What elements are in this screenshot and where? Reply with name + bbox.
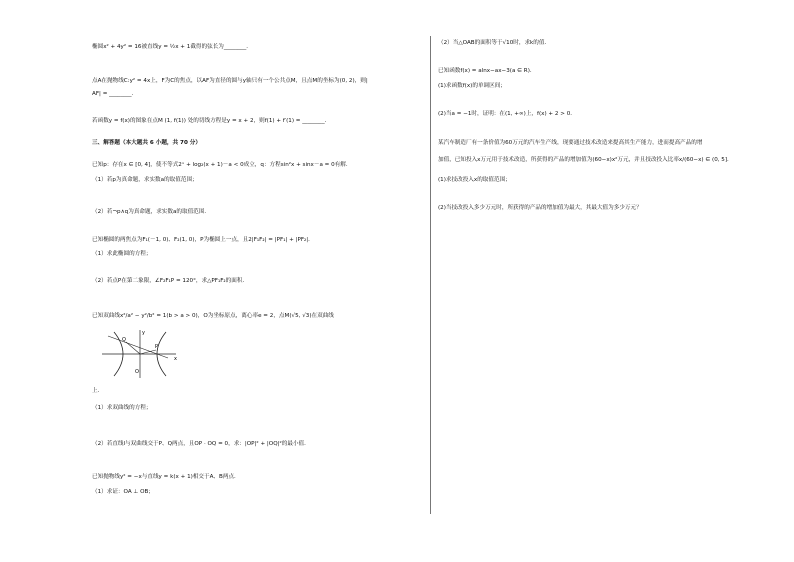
question-19-stem: 已知双曲线x²/a² − y²/b² = 1(b > a > 0)，O为坐标原点，离心率e = 2，点M(√5, √3)在双曲线 <box>92 313 334 319</box>
question-ellipse-chord: 椭圆x² + 4y² = 16被直线y = ½x + 1截得的弦长为________． <box>92 44 252 50</box>
label-o: O <box>135 369 139 375</box>
question-18-stem: 已知椭圆的两焦点为F₁(－1, 0)、F₂(1, 0)，P为椭圆上一点，且2|F₁F₂| = |PF₁| + |PF₂|． <box>92 237 314 243</box>
question-19-part2: （2）若直线l与双曲线交于P、Q两点，且OP · OQ = 0，求：|OP|² + |OQ|²的最小值． <box>92 441 310 447</box>
question-22-part2: (2)当技改投入多少万元时，所获得的产品的增加值为最大，其最大值为多少万元？ <box>438 205 642 211</box>
question-18-part1: （1）求此椭圆的方程； <box>92 251 152 257</box>
question-21-part2: (2)当a = −1时，证明：在(1, +∞)上，f(x) + 2 > 0． <box>438 111 576 117</box>
question-22-stem-line2: 加值，已知投入x万元用于技术改造，所获得的产品的增加值为(60−x)x²万元，并且技改投入比率x/(60−x) ∈ (0, 5]． <box>438 157 733 163</box>
question-parabola-circle-line1: 点A在抛物线C:y² = 4x上，F为C的焦点，以AF为直径的圆与y轴只有一个公共点M，且点M的坐标为(0, 2)，则| <box>92 78 368 84</box>
label-p: P <box>155 344 159 350</box>
question-19-stem-end: 上． <box>92 388 104 394</box>
column-divider <box>430 36 431 514</box>
question-17-part2: （2）若¬p∧q为真命题，求实数a的取值范围． <box>92 209 210 215</box>
question-tangent-line: 若函数y = f(x)的图象在点M (1, f(1)) 处的切线方程是y = x + 2，则f(1) + f′(1) = ________． <box>92 118 331 124</box>
question-20-part2: （2）当△OAB的面积等于√10时，求k的值． <box>438 40 551 46</box>
question-18-part2: （2）若点P在第二象限，∠F₂F₁P = 120°，求△PF₁F₂的面积． <box>92 278 249 284</box>
question-17-stem: 已知p：存在x ∈ [0, 4]，使不等式2ˣ + log₂(x + 1)－a < 0成立，q：方程sin²x + sinx－a = 0有解． <box>92 162 352 168</box>
label-x: x <box>174 356 177 362</box>
label-q: Q <box>122 337 126 343</box>
question-parabola-circle-line2: AF| = ________． <box>92 91 138 97</box>
question-19-part1: （1）求双曲线的方程； <box>92 405 152 411</box>
line-l <box>108 336 168 358</box>
question-21-part1: (1)求函数f(x)的单调区间； <box>438 83 506 89</box>
question-17-part1: （1）若p为真命题，求实数a的取值范围； <box>92 177 198 183</box>
hyperbola-figure <box>100 328 180 380</box>
segment-OQ <box>126 342 140 354</box>
question-20-part1: （1）求证：OA ⊥ OB； <box>92 489 154 495</box>
question-22-part1: (1)求技改投入x的取值范围； <box>438 177 511 183</box>
question-21-stem: 已知函数f(x) = alnx−ax−3(a ∈ R)． <box>438 68 536 74</box>
section-heading-solutions: 三、解答题（本大题共 6 小题，共 70 分） <box>92 140 201 146</box>
label-y: y <box>142 330 145 336</box>
question-22-stem-line1: 某汽车制造厂有一条价值为60万元的汽车生产线，现要通过技术改造来提高其生产能力，进而提高产品的增 <box>438 140 703 146</box>
question-20-stem: 已知抛物线y² = −x与直线y = k(x + 1)相交于A、B两点． <box>92 474 240 480</box>
